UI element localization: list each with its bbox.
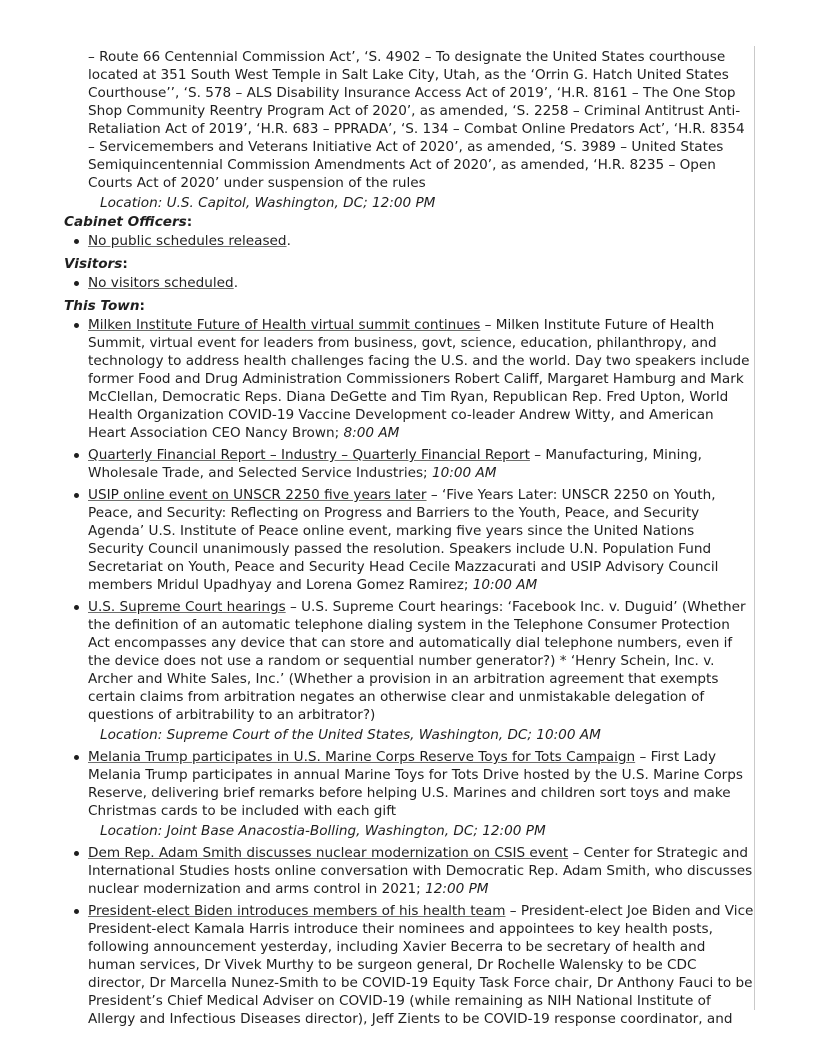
event-time: 10:00 AM [472,577,538,593]
event-link-usip[interactable]: USIP online event on UNSCR 2250 five years later [88,487,427,503]
event-location: Location: Joint Base Anacostia-Bolling, Washington, DC; 12:00 PM [100,823,546,839]
bullet-icon [74,493,79,498]
event-link-biden-health-team[interactable]: President-elect Biden introduces members of his health team [88,903,506,919]
event-location: Location: Supreme Court of the United States, Washington, DC; 10:00 AM [100,727,601,743]
this-town-heading: This Town: [64,298,145,314]
visitors-list [64,274,754,292]
visitors-link[interactable]: No visitors scheduled [88,275,234,291]
cabinet-list [64,232,754,250]
event-item-milken: Milken Institute Future of Health virtual summit continues – Milken Institute Future of Health Summit, virtual event for leaders from business, govt, science, education, philanthropy, and technology to address health challenges facing the U.S. and the world. Day two speakers include former Food and Drug Administration Commissioners Robert Califf, Margaret Hamburg and Mark McClellan, Democratic Reps. Diana DeGette and Tim Ryan, Republican Rep. Fred Upton, World Health Organization COVID-19 Vaccine Development co-leader Andrew Witty, and American Heart Association CEO Nancy Brown; 8:00 AM [64,316,754,442]
intro-text: – Route 66 Centennial Commission Act’, ‘S. 4902 – To designate the United States courthouse located at 351 South West Temple in Salt Lake City, Utah, as the ‘Orrin G. Hatch United States Courthouse’’, ‘S. 578 – ALS Disability Insurance Access Act of 2019’, ‘H.R. 8161 – The One Stop Shop Community Reentry Program Act of 2020’, as amended, ‘S. 2258 – Criminal Antitrust Anti-Retaliation Act of 2019’, ‘H.R. 683 – PPRADA’, ‘S. 134 – Combat Online Predators Act’, ‘H.R. 8354 – Servicemembers and Veterans Initiative Act of 2020’, as amended, ‘S. 3989 – United States Semiquincentennial Commission Amendments Act of 2020’, as amended, ‘H.R. 8235 – Open Courts Act of 2020’ under suspension of the rules [88,49,745,191]
bullet-icon [74,453,79,458]
cabinet-heading: Cabinet Officers: [64,214,193,230]
event-time: 8:00 AM [343,425,400,441]
event-time: 10:00 AM [431,465,497,481]
cabinet-schedule-link[interactable]: No public schedules released [88,233,287,249]
event-link-adam-smith[interactable]: Dem Rep. Adam Smith discusses nuclear modernization on CSIS event [88,845,569,861]
bullet-icon [74,605,79,610]
bullet-icon [74,851,79,856]
bullet-icon [74,239,79,244]
event-time: 12:00 PM [425,881,489,897]
event-item-supreme-court: U.S. Supreme Court hearings – U.S. Supreme Court hearings: ‘Facebook Inc. v. Duguid’ (Whether the definition of an automatic telephone dialing system in the Telephone Consumer Protection Act encompasses any device that can store and automatically dial telephone numbers, even if the device does not use a random or sequential number generator?) * ‘Henry Schein, Inc. v. Archer and White Sales, Inc.’ (Whether a provision in an arbitration agreement that exempts certain claims from arbitration negates an otherwise clear and unmistakable delegation of questions of arbitrability to an arbitrator?) Location: Supreme Court of the United States, Washington, DC; 10:00 AM [64,598,754,744]
list-item: No public schedules released. [64,232,754,250]
intro-location: Location: U.S. Capitol, Washington, DC; 12:00 PM [100,195,436,211]
event-link-melania-trump[interactable]: Melania Trump participates in U.S. Marine Corps Reserve Toys for Tots Campaign [88,749,636,765]
document-content [64,48,754,1032]
bullet-icon [74,281,79,286]
event-link-quarterly-report[interactable]: Quarterly Financial Report – Industry – Quarterly Financial Report [88,447,530,463]
event-item-quarterly-report: Quarterly Financial Report – Industry – Quarterly Financial Report – Manufacturing, Mining, Wholesale Trade, and Selected Service Industries; 10:00 AM [64,446,754,482]
list-item: No visitors scheduled. [64,274,754,292]
event-item-biden-health-team: President-elect Biden introduces members of his health team – President-elect Joe Biden and Vice President-elect Kamala Harris introduce their nominees and appointees to key health posts, following announcement yesterday, including Xavier Becerra to be secretary of health and human services, Dr Vivek Murthy to be surgeon general, Dr Rochelle Walensky to be CDC director, Dr Marcella Nunez-Smith to be COVID-19 Equity Task Force chair, Dr Anthony Fauci to be President’s Chief Medical Adviser on COVID-19 (while remaining as NIH National Institute of Allergy and Infectious Diseases director), Jeff Zients to be COVID-19 response coordinator, and [64,902,754,1028]
bullet-icon [74,909,79,914]
visitors-heading: Visitors: [64,256,128,272]
this-town-list [64,316,754,1028]
event-item-adam-smith: Dem Rep. Adam Smith discusses nuclear modernization on CSIS event – Center for Strategic and International Studies hosts online conversation with Democratic Rep. Adam Smith, who discusses nuclear modernization and arms control in 2021; 12:00 PM [64,844,754,898]
event-item-usip: USIP online event on UNSCR 2250 five years later – ‘Five Years Later: UNSCR 2250 on Youth, Peace, and Security: Reflecting on Progress and Barriers to the Youth, Peace, and Security Agenda’ U.S. Institute of Peace online event, marking five years since the United Nations Security Council unanimously passed the resolution. Speakers include U.N. Population Fund Secretariat on Youth, Peace and Security Head Cecile Mazzacurati and USIP Advisory Council members Mridul Upadhyay and Lorena Gomez Ramirez; 10:00 AM [64,486,754,594]
event-link-milken[interactable]: Milken Institute Future of Health virtual summit continues [88,317,481,333]
bullet-icon [74,755,79,760]
bullet-icon [74,323,79,328]
event-link-supreme-court[interactable]: U.S. Supreme Court hearings [88,599,286,615]
intro-paragraph [88,48,754,192]
event-item-melania-trump: Melania Trump participates in U.S. Marine Corps Reserve Toys for Tots Campaign – First Lady Melania Trump participates in annual Marine Toys for Tots Drive hosted by the U.S. Marine Corps Reserve, delivering brief remarks before helping U.S. Marines and children sort toys and make Christmas cards to be included with each gift Location: Joint Base Anacostia-Bolling, Washington, DC; 12:00 PM [64,748,754,840]
